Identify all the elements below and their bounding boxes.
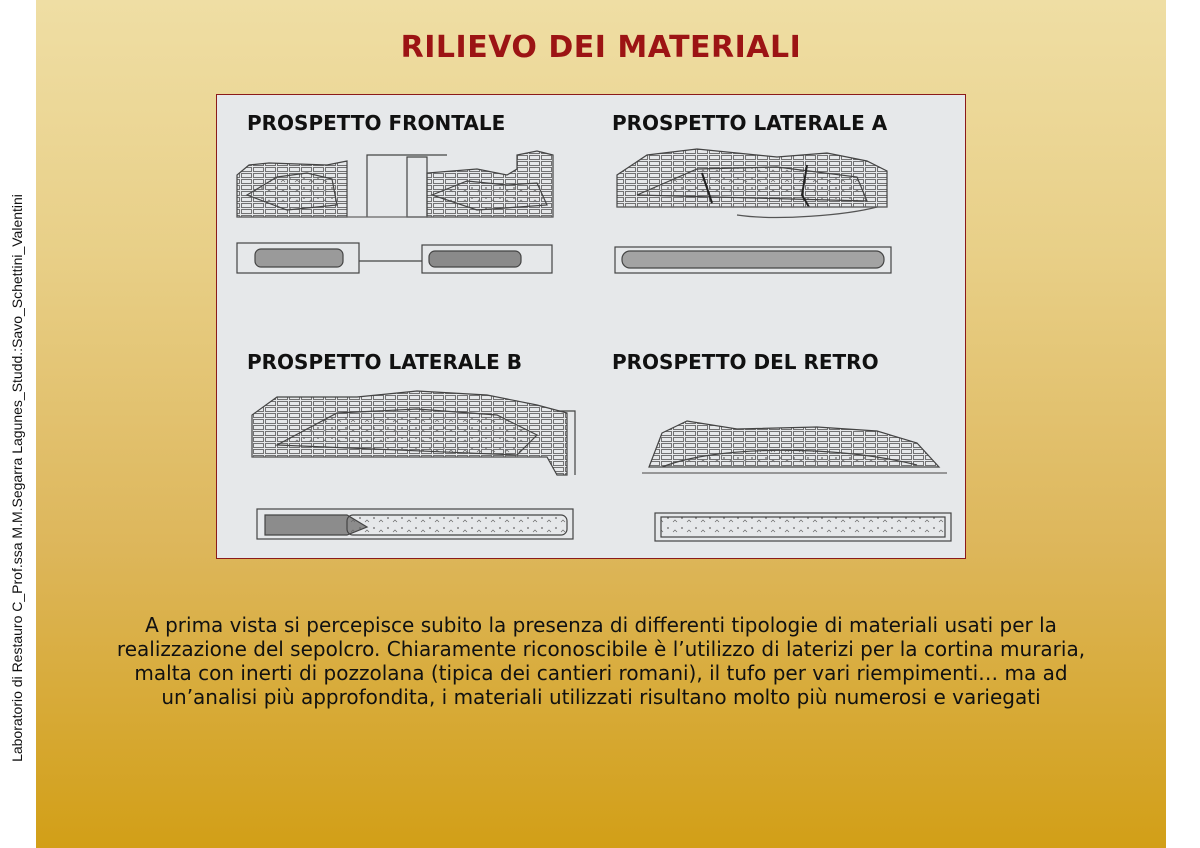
view-label-laterale-b: PROSPETTO LATERALE B xyxy=(247,350,522,374)
view-label-laterale-a: PROSPETTO LATERALE A xyxy=(612,111,888,135)
right-margin xyxy=(1166,0,1200,848)
frontale-plan xyxy=(237,243,552,273)
retro-elevation xyxy=(642,421,947,473)
description-paragraph: A prima vista si percepisce subito la presenza di differenti tipologie di materiali usati per la realizzazione del sepolcro. Chiaramente riconoscibile è l’utilizzo di laterizi per la cortina muraria, malta con inerti di pozzolana (tipica dei cantieri romani), il tufo per vari riempimenti… ma ad un’analisi più approfondita, i materiali utilizzati risultano molto più numerosi e variegati xyxy=(116,613,1086,709)
pencil-sketch-illustration xyxy=(217,95,965,558)
view-label-retro: PROSPETTO DEL RETRO xyxy=(612,350,879,374)
slide-title: RILIEVO DEI MATERIALI xyxy=(400,30,802,65)
slide xyxy=(36,0,1166,848)
laterale-a-elevation xyxy=(617,149,887,217)
view-label-frontale: PROSPETTO FRONTALE xyxy=(247,111,506,135)
sketch-photo xyxy=(216,94,966,559)
laterale-b-elevation xyxy=(252,391,575,475)
laterale-b-plan xyxy=(257,509,573,539)
frontale-elevation xyxy=(237,151,553,217)
left-sidebar xyxy=(0,0,36,848)
laterale-a-plan xyxy=(615,247,891,273)
retro-plan xyxy=(655,513,951,541)
vertical-credit-text: Laboratorio di Restauro C_Prof.ssa M.M.Segarra Lagunes_Studd.:Savo_Schettini_Valentini xyxy=(9,194,25,762)
